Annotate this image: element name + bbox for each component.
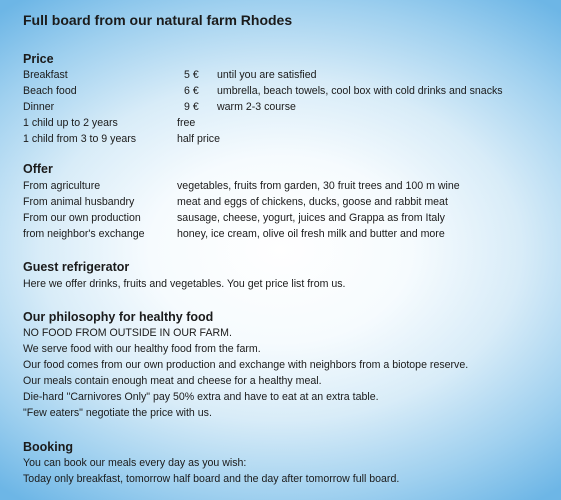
- philosophy-line: Our food comes from our own production and exchange with neighbors from a biotope reserve.: [23, 359, 469, 371]
- price-note: umbrella, beach towels, cool box with cold drinks and snacks: [217, 85, 503, 97]
- offer-value: vegetables, fruits from garden, 30 fruit trees and 100 m wine: [177, 180, 460, 192]
- offer-label: From agriculture: [23, 180, 101, 192]
- refrigerator-heading: Guest refrigerator: [23, 260, 130, 274]
- price-heading: Price: [23, 52, 54, 66]
- price-label: Beach food: [23, 85, 77, 97]
- offer-heading: Offer: [23, 162, 53, 176]
- offer-value: meat and eggs of chickens, ducks, goose and rabbit meat: [177, 196, 448, 208]
- price-note: until you are satisfied: [217, 69, 317, 81]
- philosophy-line: We serve food with our healthy food from the farm.: [23, 343, 261, 355]
- philosophy-line: Die-hard "Carnivores Only" pay 50% extra and have to eat at an extra table.: [23, 391, 379, 403]
- philosophy-line: Our meals contain enough meat and cheese for a healthy meal.: [23, 375, 322, 387]
- price-amount: 9 €: [184, 101, 199, 113]
- philosophy-line: NO FOOD FROM OUTSIDE IN OUR FARM.: [23, 327, 232, 339]
- price-amount: 5 €: [184, 69, 199, 81]
- price-amount: 6 €: [184, 85, 199, 97]
- booking-line: You can book our meals every day as you wish:: [23, 457, 247, 469]
- offer-label: from neighbor's exchange: [23, 228, 145, 240]
- offer-label: From animal husbandry: [23, 196, 135, 208]
- offer-label: From our own production: [23, 212, 141, 224]
- price-label: 1 child up to 2 years: [23, 117, 118, 129]
- price-label: 1 child from 3 to 9 years: [23, 133, 137, 145]
- philosophy-heading: Our philosophy for healthy food: [23, 310, 214, 324]
- booking-heading: Booking: [23, 440, 73, 454]
- offer-value: sausage, cheese, yogurt, juices and Grappa as from Italy: [177, 212, 445, 224]
- price-value: free: [177, 117, 196, 129]
- page-title: Full board from our natural farm Rhodes: [23, 12, 293, 28]
- price-label: Breakfast: [23, 69, 68, 81]
- offer-value: honey, ice cream, olive oil fresh milk and butter and more: [177, 228, 445, 240]
- refrigerator-text: Here we offer drinks, fruits and vegetables. You get price list from us.: [23, 278, 346, 290]
- price-value: half price: [177, 133, 220, 145]
- price-note: warm 2-3 course: [217, 101, 296, 113]
- philosophy-line: "Few eaters" negotiate the price with us.: [23, 407, 212, 419]
- booking-line: Today only breakfast, tomorrow half board and the day after tomorrow full board.: [23, 473, 400, 485]
- price-label: Dinner: [23, 101, 55, 113]
